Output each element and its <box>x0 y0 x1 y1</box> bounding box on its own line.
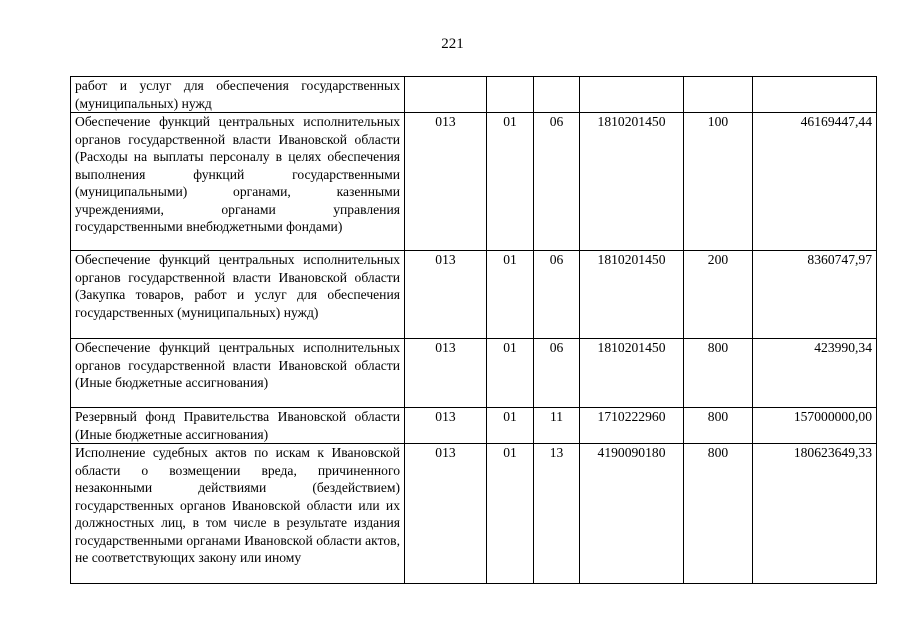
row-ministry-code: 013 <box>405 339 487 408</box>
row-target-article <box>580 77 684 113</box>
row-target-article: 1710222960 <box>580 408 684 444</box>
row-expense-type: 100 <box>684 113 753 251</box>
row-target-article: 4190090180 <box>580 444 684 584</box>
table-row <box>71 251 877 339</box>
row-ministry-code: 013 <box>405 251 487 339</box>
row-subsection-code: 06 <box>534 339 580 408</box>
row-subsection-code: 11 <box>534 408 580 444</box>
table-row <box>71 444 877 584</box>
row-expense-type: 800 <box>684 444 753 584</box>
row-ministry-code: 013 <box>405 113 487 251</box>
row-subsection-code: 13 <box>534 444 580 584</box>
row-ministry-code: 013 <box>405 444 487 584</box>
row-ministry-code <box>405 77 487 113</box>
row-section-code: 01 <box>487 339 534 408</box>
table-row <box>71 77 877 113</box>
row-expense-type: 800 <box>684 339 753 408</box>
row-amount: 46169447,44 <box>753 113 877 251</box>
row-subsection-code: 06 <box>534 113 580 251</box>
row-description: Обеспечение функций центральных исполнительных органов государственной власти Ивановской области (Закупка товаров, работ и услуг для обеспечения государственных (муниципальных) нужд) <box>71 251 405 339</box>
row-section-code: 01 <box>487 444 534 584</box>
table-row <box>71 113 877 251</box>
row-expense-type <box>684 77 753 113</box>
table-row <box>71 408 877 444</box>
row-amount: 423990,34 <box>753 339 877 408</box>
row-expense-type: 800 <box>684 408 753 444</box>
row-amount: 8360747,97 <box>753 251 877 339</box>
row-description: Исполнение судебных актов по искам к Ивановской области о возмещении вреда, причиненного незаконными действиями (бездействием) государственных органов Ивановской области или их должностных лиц, в том числе в результате издания государственными органами Ивановской области актов, не соответствующих закону или иному <box>71 444 405 584</box>
budget-table <box>70 76 877 584</box>
row-expense-type: 200 <box>684 251 753 339</box>
table-row <box>71 339 877 408</box>
row-description: Обеспечение функций центральных исполнительных органов государственной власти Ивановской области (Расходы на выплаты персоналу в целях обеспечения выполнения функций государственными (муниципальными) органами, казенными учреждениями, органами управления государственными внебюджетными фондами) <box>71 113 405 251</box>
row-target-article: 1810201450 <box>580 113 684 251</box>
row-target-article: 1810201450 <box>580 339 684 408</box>
row-amount: 180623649,33 <box>753 444 877 584</box>
row-description: Резервный фонд Правительства Ивановской области (Иные бюджетные ассигнования) <box>71 408 405 444</box>
row-description: Обеспечение функций центральных исполнительных органов государственной власти Ивановской области (Иные бюджетные ассигнования) <box>71 339 405 408</box>
row-section-code <box>487 77 534 113</box>
row-amount <box>753 77 877 113</box>
row-target-article: 1810201450 <box>580 251 684 339</box>
row-section-code: 01 <box>487 113 534 251</box>
row-amount: 157000000,00 <box>753 408 877 444</box>
row-subsection-code: 06 <box>534 251 580 339</box>
row-ministry-code: 013 <box>405 408 487 444</box>
row-section-code: 01 <box>487 251 534 339</box>
row-section-code: 01 <box>487 408 534 444</box>
page-number: 221 <box>441 36 464 52</box>
row-subsection-code <box>534 77 580 113</box>
row-description: работ и услуг для обеспечения государственных (муниципальных) нужд <box>71 77 405 113</box>
